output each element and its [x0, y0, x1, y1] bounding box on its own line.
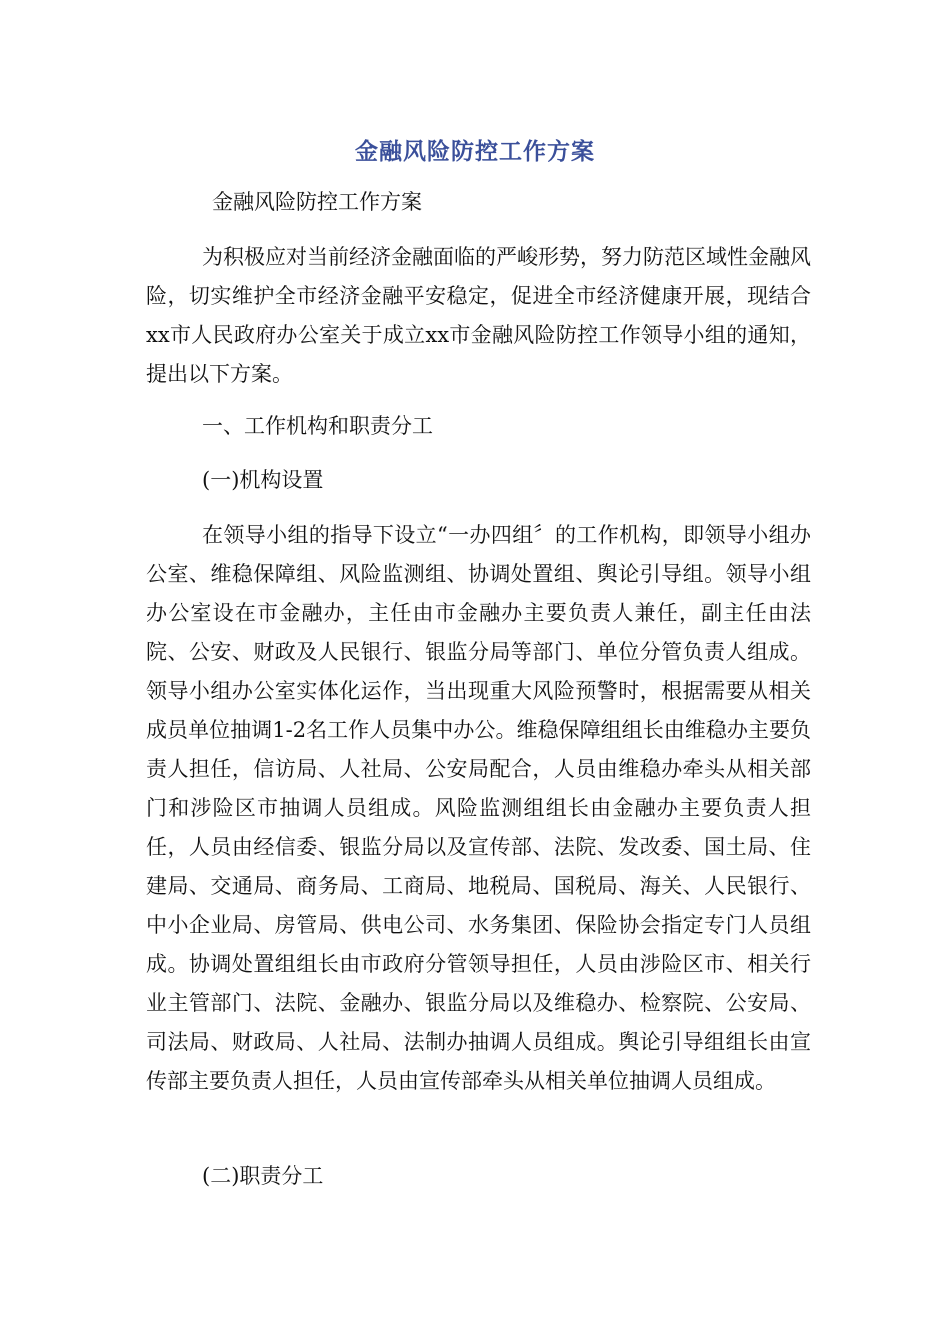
document-subtitle: 金融风险防控工作方案 [212, 190, 422, 214]
intro-paragraph: 为积极应对当前经济金融面临的严峻形势，努力防范区域性金融风险，切实维护全市经济金融平安稳定，促进全市经济健康开展，现结合xx市人民政府办公室关于成立xx市金融风险防控工作领导小组的通知，提出以下方案。 [146, 245, 811, 386]
document-title: 金融风险防控工作方案 [355, 139, 595, 165]
subsection-heading-1: (一)机构设置 [202, 468, 324, 492]
section-heading-1: 一、工作机构和职责分工 [202, 414, 433, 438]
subsection-body-1: 在领导小组的指导下设立“一办四组〞的工作机构，即领导小组办公室、维稳保障组、风险监测组、协调处置组、舆论引导组。领导小组办公室设在市金融办，主任由市金融办主要负责人兼任，副主任由法院、公安、财政及人民银行、银监分局等部门、单位分管负责人组成。领导小组办公室实体化运作，当出现重大风险预警时，根据需要从相关成员单位抽调1-2名工作人员集中办公。维稳保障组组长由维稳办主要负责人担任，信访局、人社局、公安局配合，人员由维稳办牵头从相关部门和涉险区市抽调人员组成。风险监测组组长由金融办主要负责人担任，人员由经信委、银监分局以及宣传部、法院、发改委、国土局、住建局、交通局、商务局、工商局、地税局、国税局、海关、人民银行、中小企业局、房管局、供电公司、水务集团、保险协会指定专门人员组成。协调处置组组长由市政府分管领导担任，人员由涉险区市、相关行业主管部门、法院、金融办、银监分局以及维稳办、检察院、公安局、司法局、财政局、人社局、法制办抽调人员组成。舆论引导组组长由宣传部主要负责人担任，人员由宣传部牵头从相关单位抽调人员组成。 [146, 523, 811, 1093]
subsection-heading-2: (二)职责分工 [202, 1164, 324, 1188]
